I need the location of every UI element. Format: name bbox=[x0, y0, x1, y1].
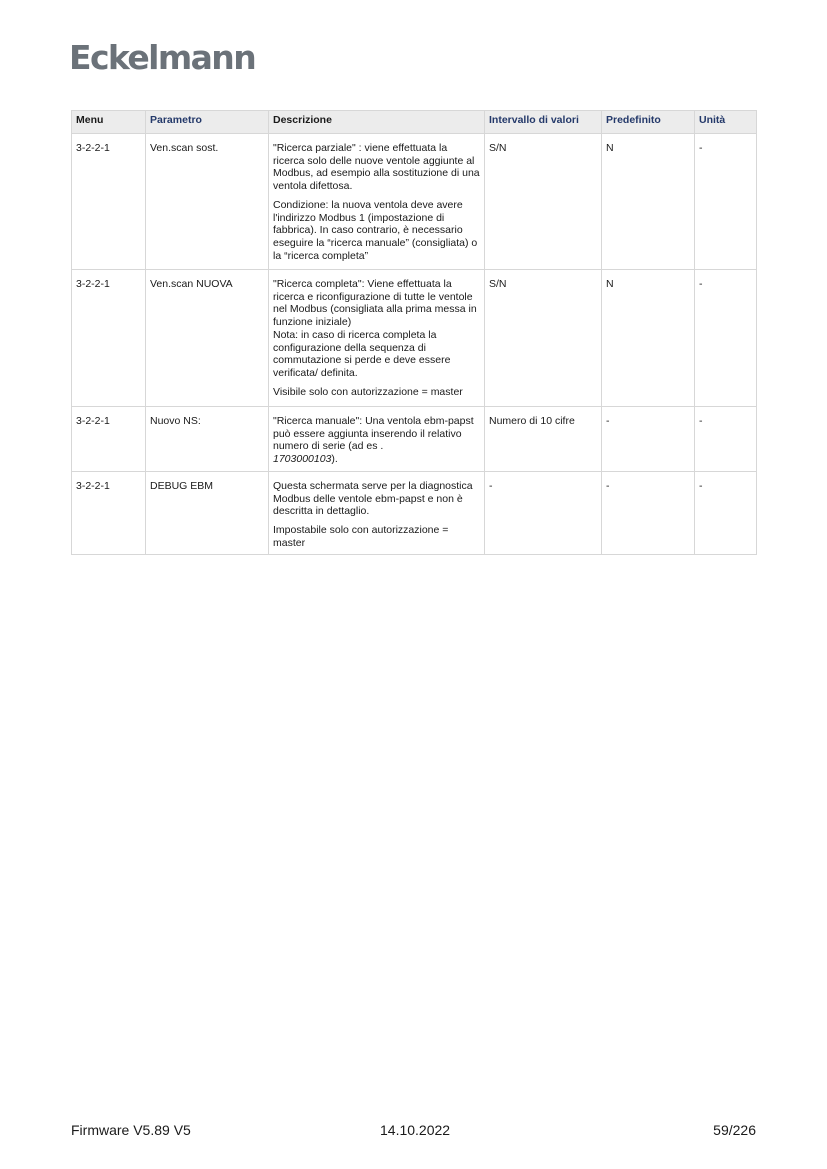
parameter-table bbox=[71, 110, 757, 555]
default-cell: - bbox=[602, 472, 695, 555]
description-text: "Ricerca manuale": Una ventola ebm-papst può essere aggiunta inserendo il relativo numero di serie (ad es . bbox=[273, 415, 474, 453]
footer-date: 14.10.2022 bbox=[380, 1122, 451, 1138]
range-cell: Numero di 10 cifre bbox=[485, 407, 602, 472]
header-range: Intervallo di valori bbox=[485, 111, 602, 134]
default-cell: - bbox=[602, 407, 695, 472]
range-cell: S/N bbox=[485, 270, 602, 407]
parameter-cell: Ven.scan sost. bbox=[146, 134, 269, 270]
header-description: Descrizione bbox=[269, 111, 485, 134]
description-cell bbox=[269, 270, 485, 407]
unit-cell: - bbox=[695, 134, 757, 270]
table-row bbox=[72, 134, 757, 270]
header-unit: Unità bbox=[695, 111, 757, 134]
header-menu: Menu bbox=[72, 111, 146, 134]
description-cell bbox=[269, 134, 485, 270]
table-row bbox=[72, 472, 757, 555]
menu-cell: 3-2-2-1 bbox=[72, 472, 146, 555]
description-text: ). bbox=[331, 453, 338, 466]
menu-cell: 3-2-2-1 bbox=[72, 270, 146, 407]
range-cell: S/N bbox=[485, 134, 602, 270]
header-default: Predefinito bbox=[602, 111, 695, 134]
description-text: Questa schermata serve per la diagnostica Modbus delle ventole ebm-papst e non è descritta in dettaglio. bbox=[273, 480, 473, 518]
description-cell bbox=[269, 472, 485, 555]
unit-cell: - bbox=[695, 407, 757, 472]
description-text: "Ricerca completa": Viene effettuata la ricerca e riconfigurazione di tutte le ventole nel Modbus (consigliata alla prima messa in funzione iniziale) bbox=[273, 278, 477, 329]
parameter-cell: DEBUG EBM bbox=[146, 472, 269, 555]
table-row bbox=[72, 270, 757, 407]
range-cell: - bbox=[485, 472, 602, 555]
description-text: Nota: in caso di ricerca completa la configurazione della sequenza di commutazione si perde e deve essere verificata/ definita. bbox=[273, 328, 451, 379]
description-text: Condizione: la nuova ventola deve avere l'indirizzo Modbus 1 (impostazione di fabbrica). In caso contrario, è necessario eseguire la “ricerca manuale” (consigliata) o la “ricerca completa” bbox=[273, 198, 478, 262]
menu-cell: 3-2-2-1 bbox=[72, 407, 146, 472]
description-text: "Ricerca parziale" : viene effettuata la ricerca solo delle nuove ventole aggiunte al Modbus, ad esempio alla sostituzione di una ventola difettosa. bbox=[273, 142, 480, 193]
unit-cell: - bbox=[695, 472, 757, 555]
description-text: Visibile solo con autorizzazione = master bbox=[273, 385, 463, 398]
unit-cell: - bbox=[695, 270, 757, 407]
default-cell: N bbox=[602, 270, 695, 407]
header-parameter: Parametro bbox=[146, 111, 269, 134]
table-header-row bbox=[72, 111, 757, 134]
menu-cell: 3-2-2-1 bbox=[72, 134, 146, 270]
parameter-cell: Ven.scan NUOVA bbox=[146, 270, 269, 407]
description-cell bbox=[269, 407, 485, 472]
description-text: Impostabile solo con autorizzazione = master bbox=[273, 524, 449, 549]
default-cell: N bbox=[602, 134, 695, 270]
parameter-cell: Nuovo NS: bbox=[146, 407, 269, 472]
footer-firmware: Firmware V5.89 V5 bbox=[71, 1122, 191, 1138]
footer-page-number: 59/226 bbox=[713, 1122, 756, 1138]
company-logo: Eckelmann bbox=[69, 38, 256, 77]
serial-number-example: 1703000103 bbox=[273, 453, 332, 466]
table-row bbox=[72, 407, 757, 472]
